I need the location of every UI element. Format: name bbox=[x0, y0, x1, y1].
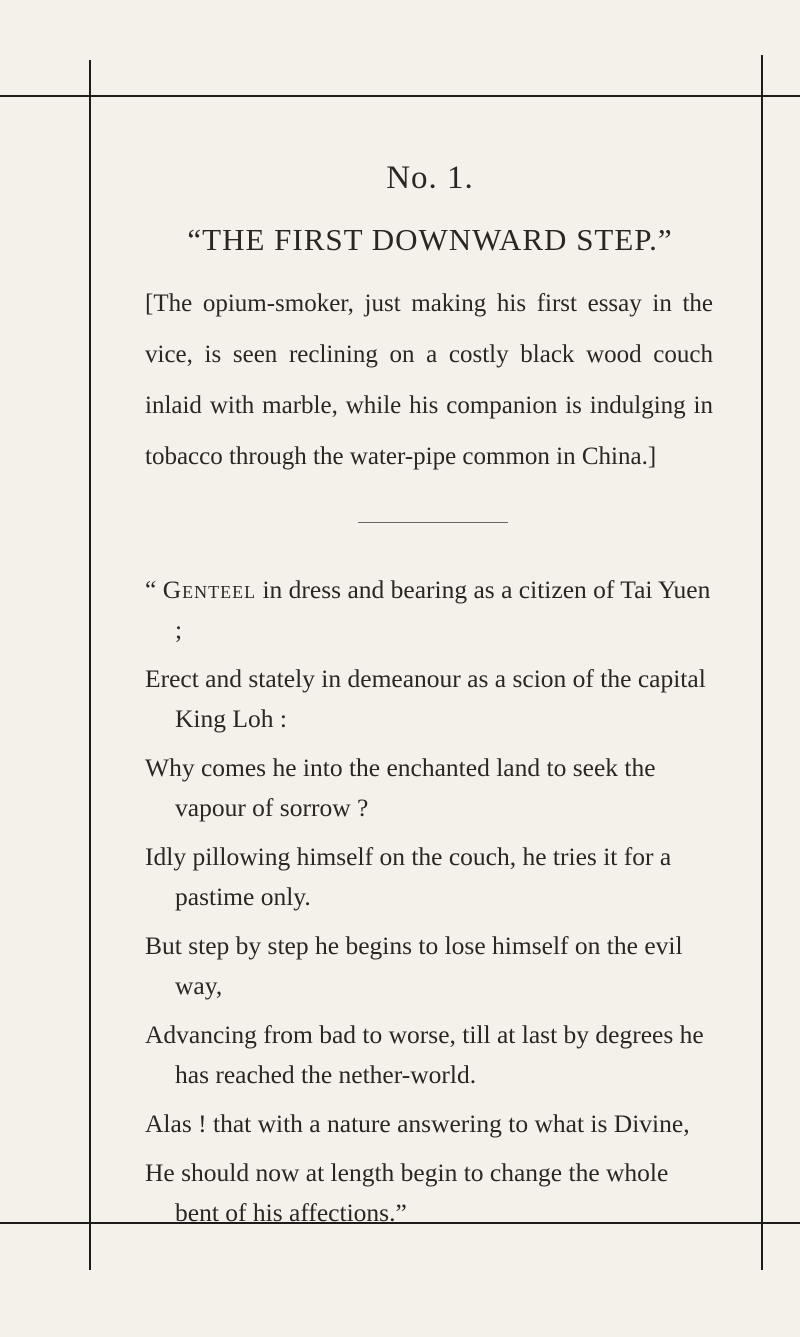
right-border-rule bbox=[761, 55, 763, 1270]
opening-quote: “ bbox=[145, 575, 163, 604]
poem-line: Erect and stately in demeanour as a scion of the capital King Loh : bbox=[145, 664, 706, 733]
poem-line bbox=[145, 570, 715, 650]
poem-line: But step by step he begins to lose himself on the evil way, bbox=[145, 931, 683, 1000]
poem-line: He should now at length begin to change the whole bent of his affections.” bbox=[145, 1158, 669, 1227]
poem-line: Idly pillowing himself on the couch, he tries it for a pastime only. bbox=[145, 842, 672, 911]
left-border-rule bbox=[89, 60, 91, 1270]
poem-line: Advancing from bad to worse, till at last by degrees he has reached the nether-world. bbox=[145, 1020, 704, 1089]
section-divider bbox=[358, 522, 508, 523]
poem-line: Alas ! that with a nature answering to what is Divine, bbox=[145, 1109, 690, 1138]
poem bbox=[145, 570, 715, 1242]
poem-line-text: in dress and bearing as a citizen of Tai Yuen ; bbox=[175, 575, 711, 644]
poem-line: Why comes he into the enchanted land to seek the vapour of sorrow ? bbox=[145, 753, 656, 822]
plate-number: No. 1. bbox=[386, 160, 474, 196]
plate-caption: [The opium-smoker, just making his first essay in the vice, is seen reclining on a costly black wood couch inlaid with marble, while his companion is indulging in tobacco through the water-pipe common in China.] bbox=[145, 290, 713, 470]
plate-title: “THE FIRST DOWNWARD STEP.” bbox=[187, 222, 673, 257]
top-border-rule bbox=[0, 95, 800, 97]
poem-first-word: Genteel bbox=[162, 575, 257, 604]
